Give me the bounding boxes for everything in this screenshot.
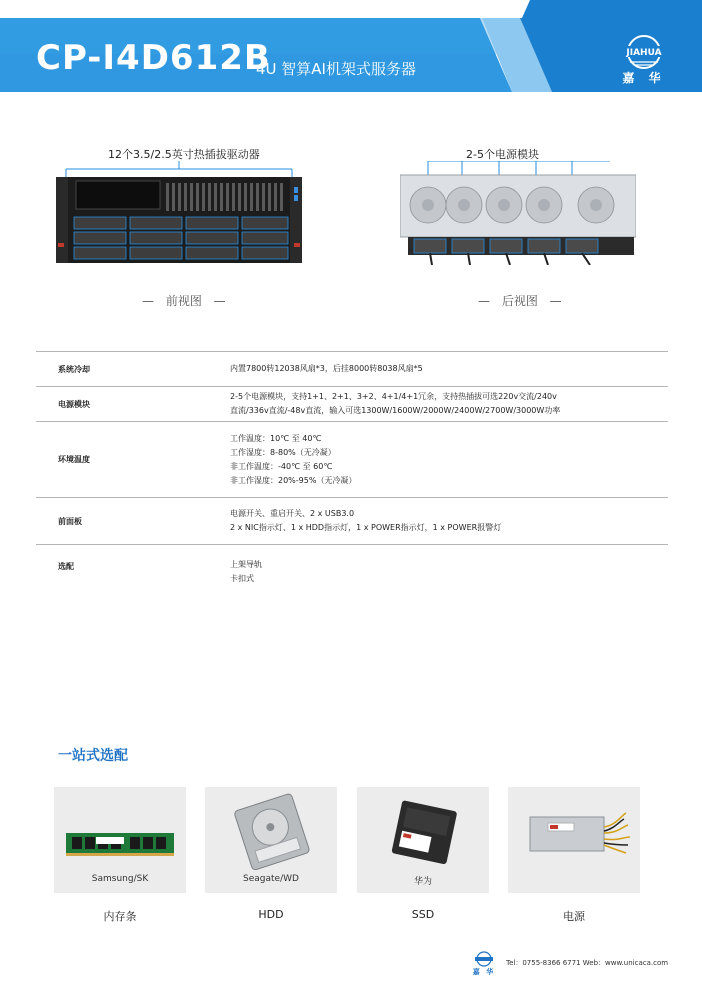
spec-value <box>230 362 668 376</box>
server-rear-image <box>400 161 636 265</box>
rear-caption: 2-5个电源模块 <box>466 148 539 161</box>
product-model: CP-I4D612B <box>36 38 271 78</box>
rear-view-text: 后视图 <box>501 294 538 308</box>
footer-contact: Tel：0755-8366 6771 Web：www.unicaca.com <box>506 959 669 967</box>
option-card-caption: Samsung/SK <box>91 874 149 884</box>
spec-line: 工作湿度：8-80%（无冷凝） <box>230 447 336 457</box>
spec-key: 选配 <box>58 562 74 571</box>
spec-line: 电源开关、重启开关、2 x USB3.0 <box>230 509 355 518</box>
power-supply-icon <box>508 787 640 873</box>
server-front-image <box>56 161 302 265</box>
option-name: 内存条 <box>103 910 137 923</box>
spec-line: 工作温度：10℃ 至 40℃ <box>230 433 322 443</box>
memory-module-icon <box>54 787 186 873</box>
spec-value <box>230 432 668 488</box>
spec-value <box>230 390 668 418</box>
spec-line: 上架导轨 <box>230 560 262 569</box>
front-view-text: 前视图 <box>165 294 202 308</box>
selection-title: 一站式选配 <box>58 748 128 764</box>
option-name: SSD <box>411 908 435 921</box>
spec-row-environment <box>36 422 668 498</box>
spec-key: 前面板 <box>58 516 82 526</box>
spec-table <box>36 351 668 593</box>
spec-value <box>230 545 668 586</box>
option-card-psu[interactable] <box>508 787 640 893</box>
spec-row-cooling <box>36 352 668 387</box>
option-name: HDD <box>258 908 284 921</box>
spec-row-front-panel <box>36 498 668 545</box>
front-caption: 12个3.5/2.5英寸热插拔驱动器 <box>108 148 260 161</box>
logo-text: JIAHUA <box>626 48 662 58</box>
spec-key: 电源模块 <box>58 399 90 409</box>
rear-dash-left: — <box>478 294 490 308</box>
spec-value <box>230 507 668 535</box>
spec-line: 非工作湿度：20%-95%（无冷凝） <box>230 475 357 485</box>
option-card-memory[interactable] <box>54 787 186 893</box>
spec-line: 非工作温度：-40℃ 至 60℃ <box>230 461 333 471</box>
header-top-accent <box>0 0 702 18</box>
spec-line: 卡扣式 <box>230 574 254 583</box>
spec-line: 内置7800转12038风扇*3，后挂8000转8038风扇*5 <box>230 364 423 373</box>
spec-row-options <box>36 545 668 593</box>
ssd-icon <box>357 787 489 873</box>
spec-row-psu <box>36 387 668 422</box>
page-header <box>0 0 702 92</box>
option-card-ssd[interactable] <box>357 787 489 893</box>
logo-chinese: 嘉 华 <box>622 71 666 85</box>
rear-view-label <box>478 292 562 309</box>
option-card-caption: 华为 <box>413 877 432 887</box>
spec-line: 直流/336v直流/-48v直流，输入可选1300W/1600W/2000W/2400W/2700W/3000W功率 <box>230 406 561 415</box>
spec-key: 系统冷却 <box>58 364 90 374</box>
footer-logo-chinese: 嘉 华 <box>472 968 496 976</box>
option-name: 电源 <box>563 910 585 923</box>
front-dash-right: — <box>213 294 226 308</box>
option-card-caption: Seagate/WD <box>243 874 299 884</box>
front-dash-left: — <box>142 294 154 308</box>
product-subtitle: 4U 智算AI机架式服务器 <box>256 60 416 78</box>
front-view-label <box>142 292 226 309</box>
rear-dash-right: — <box>549 294 562 308</box>
spec-line: 2-5个电源模块，支持1+1、2+1、3+2、4+1/4+1冗余，支持热插拔可选220v交流/240v <box>230 392 557 401</box>
hard-disk-icon <box>205 787 337 873</box>
option-card-hdd[interactable] <box>205 787 337 893</box>
spec-line: 2 x NIC指示灯、1 x HDD指示灯，1 x POWER指示灯，1 x POWER报警灯 <box>230 523 502 532</box>
spec-key: 环境温度 <box>58 455 90 464</box>
